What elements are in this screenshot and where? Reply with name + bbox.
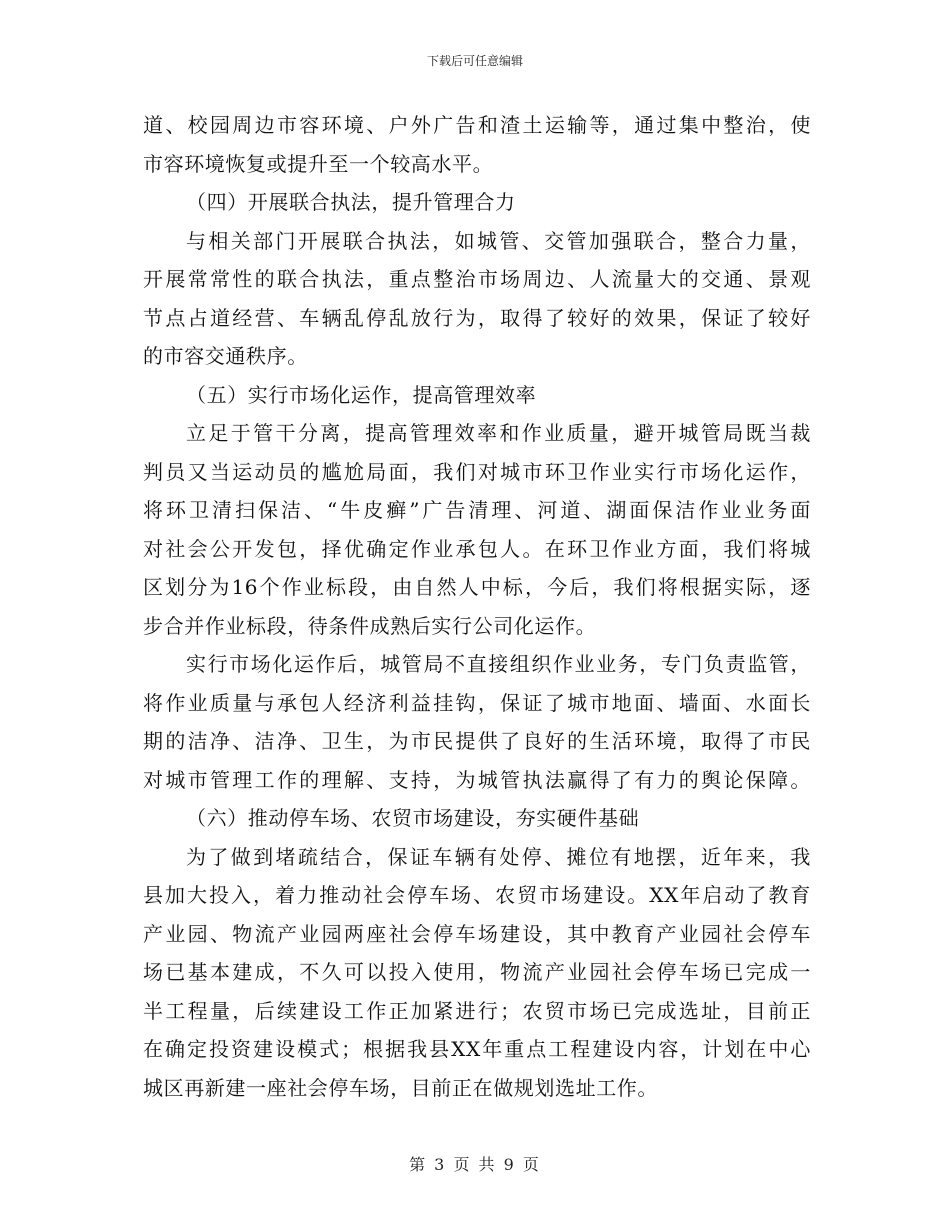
text-line: 半工程量，后续建设工作正加紧进行；农贸市场已完成选址，目前正 <box>143 998 811 1023</box>
text-line: 判员又当运动员的尴尬局面，我们对城市环卫作业实行市场化运作， <box>143 459 811 484</box>
text-line: 对城市管理工作的理解、支持，为城管执法赢得了有力的舆论保障。 <box>143 767 811 792</box>
text-line: 将环卫清扫保洁、“牛皮癣”广告清理、河道、湖面保洁作业业务面 <box>143 498 811 522</box>
text-line: 市容环境恢复或提升至一个较高水平。 <box>143 151 494 176</box>
text-line: （六）推动停车场、农贸市场建设，夯实硬件基础 <box>186 806 640 830</box>
document-body <box>143 106 811 1107</box>
text-line: （五）实行市场化运作，提高管理效率 <box>186 382 537 407</box>
text-line: 实行市场化运作后，城管局不直接组织作业业务，专门负责监管， <box>186 652 811 676</box>
text-line: 为了做到堵疏结合，保证车辆有处停、摊位有地摆，近年来，我 <box>186 844 811 869</box>
text-line: 期的洁净、洁净、卫生，为市民提供了良好的生活环境，取得了市民 <box>143 729 811 753</box>
page-header: 下载后可任意编辑 <box>426 54 523 68</box>
text-line: 步合并作业标段，待条件成熟后实行公司化运作。 <box>143 613 597 638</box>
text-line: 的市容交通秩序。 <box>143 344 308 368</box>
text-line: 县加大投入，着力推动社会停车场、农贸市场建设。XX年启动了教育 <box>143 883 811 907</box>
text-line: 将作业质量与承包人经济利益挂钩，保证了城市地面、墙面、水面长 <box>143 690 811 715</box>
text-line: 节点占道经营、车辆乱停乱放行为，取得了较好的效果，保证了较好 <box>143 305 811 330</box>
text-line: 产业园、物流产业园两座社会停车场建设，其中教育产业园社会停车 <box>143 921 811 946</box>
text-line: 对社会公开发包，择优确定作业承包人。在环卫作业方面，我们将城 <box>143 536 811 561</box>
text-line: （四）开展联合执法，提升管理合力 <box>186 190 516 214</box>
text-line: 道、校园周边市容环境、户外广告和渣土运输等，通过集中整治，使 <box>143 113 811 137</box>
text-line: 在确定投资建设模式；根据我县XX年重点工程建设内容，计划在中心 <box>143 1037 811 1061</box>
text-line: 开展常常性的联合执法，重点整治市场周边、人流量大的交通、景观 <box>143 267 811 291</box>
text-line: 与相关部门开展联合执法，如城管、交管加强联合，整合力量， <box>186 228 811 253</box>
text-line: 场已基本建成，不久可以投入使用，物流产业园社会停车场已完成一 <box>143 960 811 984</box>
text-line: 区划分为16个作业标段，由自然人中标，今后，我们将根据实际，逐 <box>143 575 811 599</box>
text-line: 城区再新建一座社会停车场，目前正在做规划选址工作。 <box>143 1075 658 1100</box>
text-line: 立足于管干分离，提高管理效率和作业质量，避开城管局既当裁 <box>186 421 811 445</box>
page-number-footer: 第 3 页 共 9 页 <box>409 1155 541 1174</box>
